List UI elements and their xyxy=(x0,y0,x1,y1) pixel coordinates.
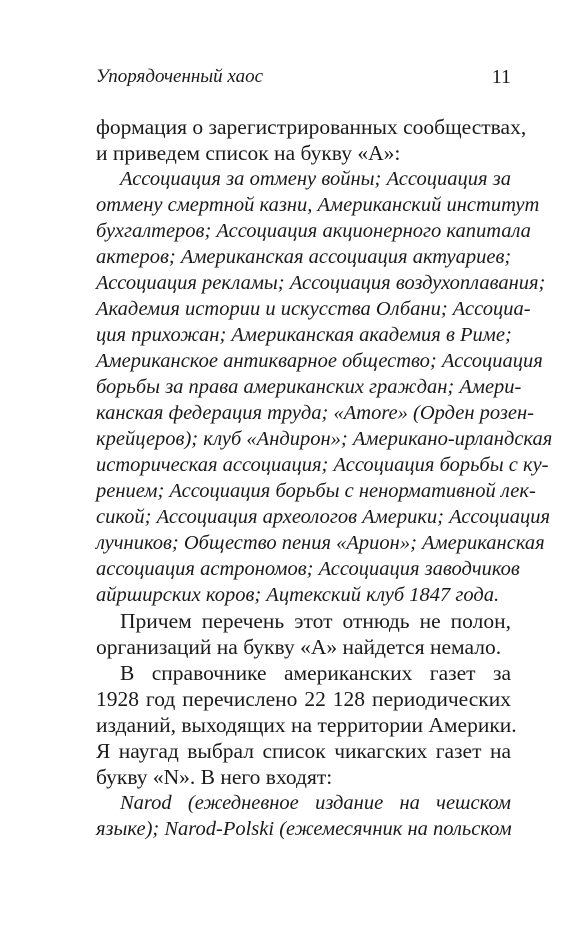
text-line: отмену смертной казни, Американский институт xyxy=(96,194,540,216)
text-line: ция прихожан; Американская академия в Риме; xyxy=(96,324,512,346)
text-line: изданий, выходящих на территории Америки. xyxy=(96,713,517,737)
italic-list-paragraph xyxy=(96,790,511,842)
text-line: рением; Ассоциация борьбы с ненормативной лек- xyxy=(96,480,536,502)
italic-list-paragraph xyxy=(96,166,553,608)
text-line: букву «N». В него входят: xyxy=(96,765,333,789)
body-text xyxy=(96,114,553,842)
text-line: крейцеров); клуб «Андирон»; Американо-ирландская xyxy=(96,428,553,450)
text-line: сикой; Ассоциация археологов Америки; Ассоциация xyxy=(96,506,551,528)
text-line: языке); Narod-Polski (ежемесячник на польском xyxy=(96,818,512,840)
text-paragraph xyxy=(96,608,511,660)
text-line: Я наугад выбрал список чикагских газет на xyxy=(96,739,511,763)
page-header xyxy=(96,66,511,94)
text-paragraph xyxy=(96,114,527,166)
text-line: организаций на букву «А» найдется немало. xyxy=(96,635,502,659)
text-line: Ассоциация за отмену войны; Ассоциация за xyxy=(120,168,511,190)
text-line: лучников; Общество пения «Арион»; Американская xyxy=(96,532,545,554)
text-line: Академия истории и искусства Олбани; Ассоциа- xyxy=(96,298,531,320)
text-line: и приведем список на букву «А»: xyxy=(96,141,401,165)
text-line: бухгалтеров; Ассоциация акционерного капитала xyxy=(96,220,531,242)
text-paragraph xyxy=(96,660,517,790)
text-line: формация о зарегистрированных сообществах, xyxy=(96,115,527,139)
text-line: 1928 год перечислено 22 128 периодических xyxy=(96,687,511,711)
text-line: актеров; Американская ассоциация актуариев; xyxy=(96,246,512,268)
text-line: ассоциация астрономов; Ассоциация заводчиков xyxy=(96,558,520,580)
text-line: канская федерация труда; «Amore» (Орден розен- xyxy=(96,402,534,424)
running-title: Упорядоченный хаос xyxy=(96,66,264,87)
page-number: 11 xyxy=(491,66,511,88)
text-line: В справочнике американских газет за xyxy=(120,661,511,685)
text-line: Ассоциация рекламы; Ассоциация воздухоплавания; xyxy=(96,272,546,294)
text-line: борьбы за права американских граждан; Амери- xyxy=(96,376,522,398)
text-line: Narod (ежедневное издание на чешском xyxy=(120,792,511,814)
text-line: историческая ассоциация; Ассоциация борьбы с ку- xyxy=(96,454,549,476)
text-line: айрширских коров; Ацтекский клуб 1847 года. xyxy=(96,584,500,606)
text-line: Причем перечень этот отнюдь не полон, xyxy=(120,609,511,633)
text-line: Американское антикварное общество; Ассоциация xyxy=(96,350,543,372)
